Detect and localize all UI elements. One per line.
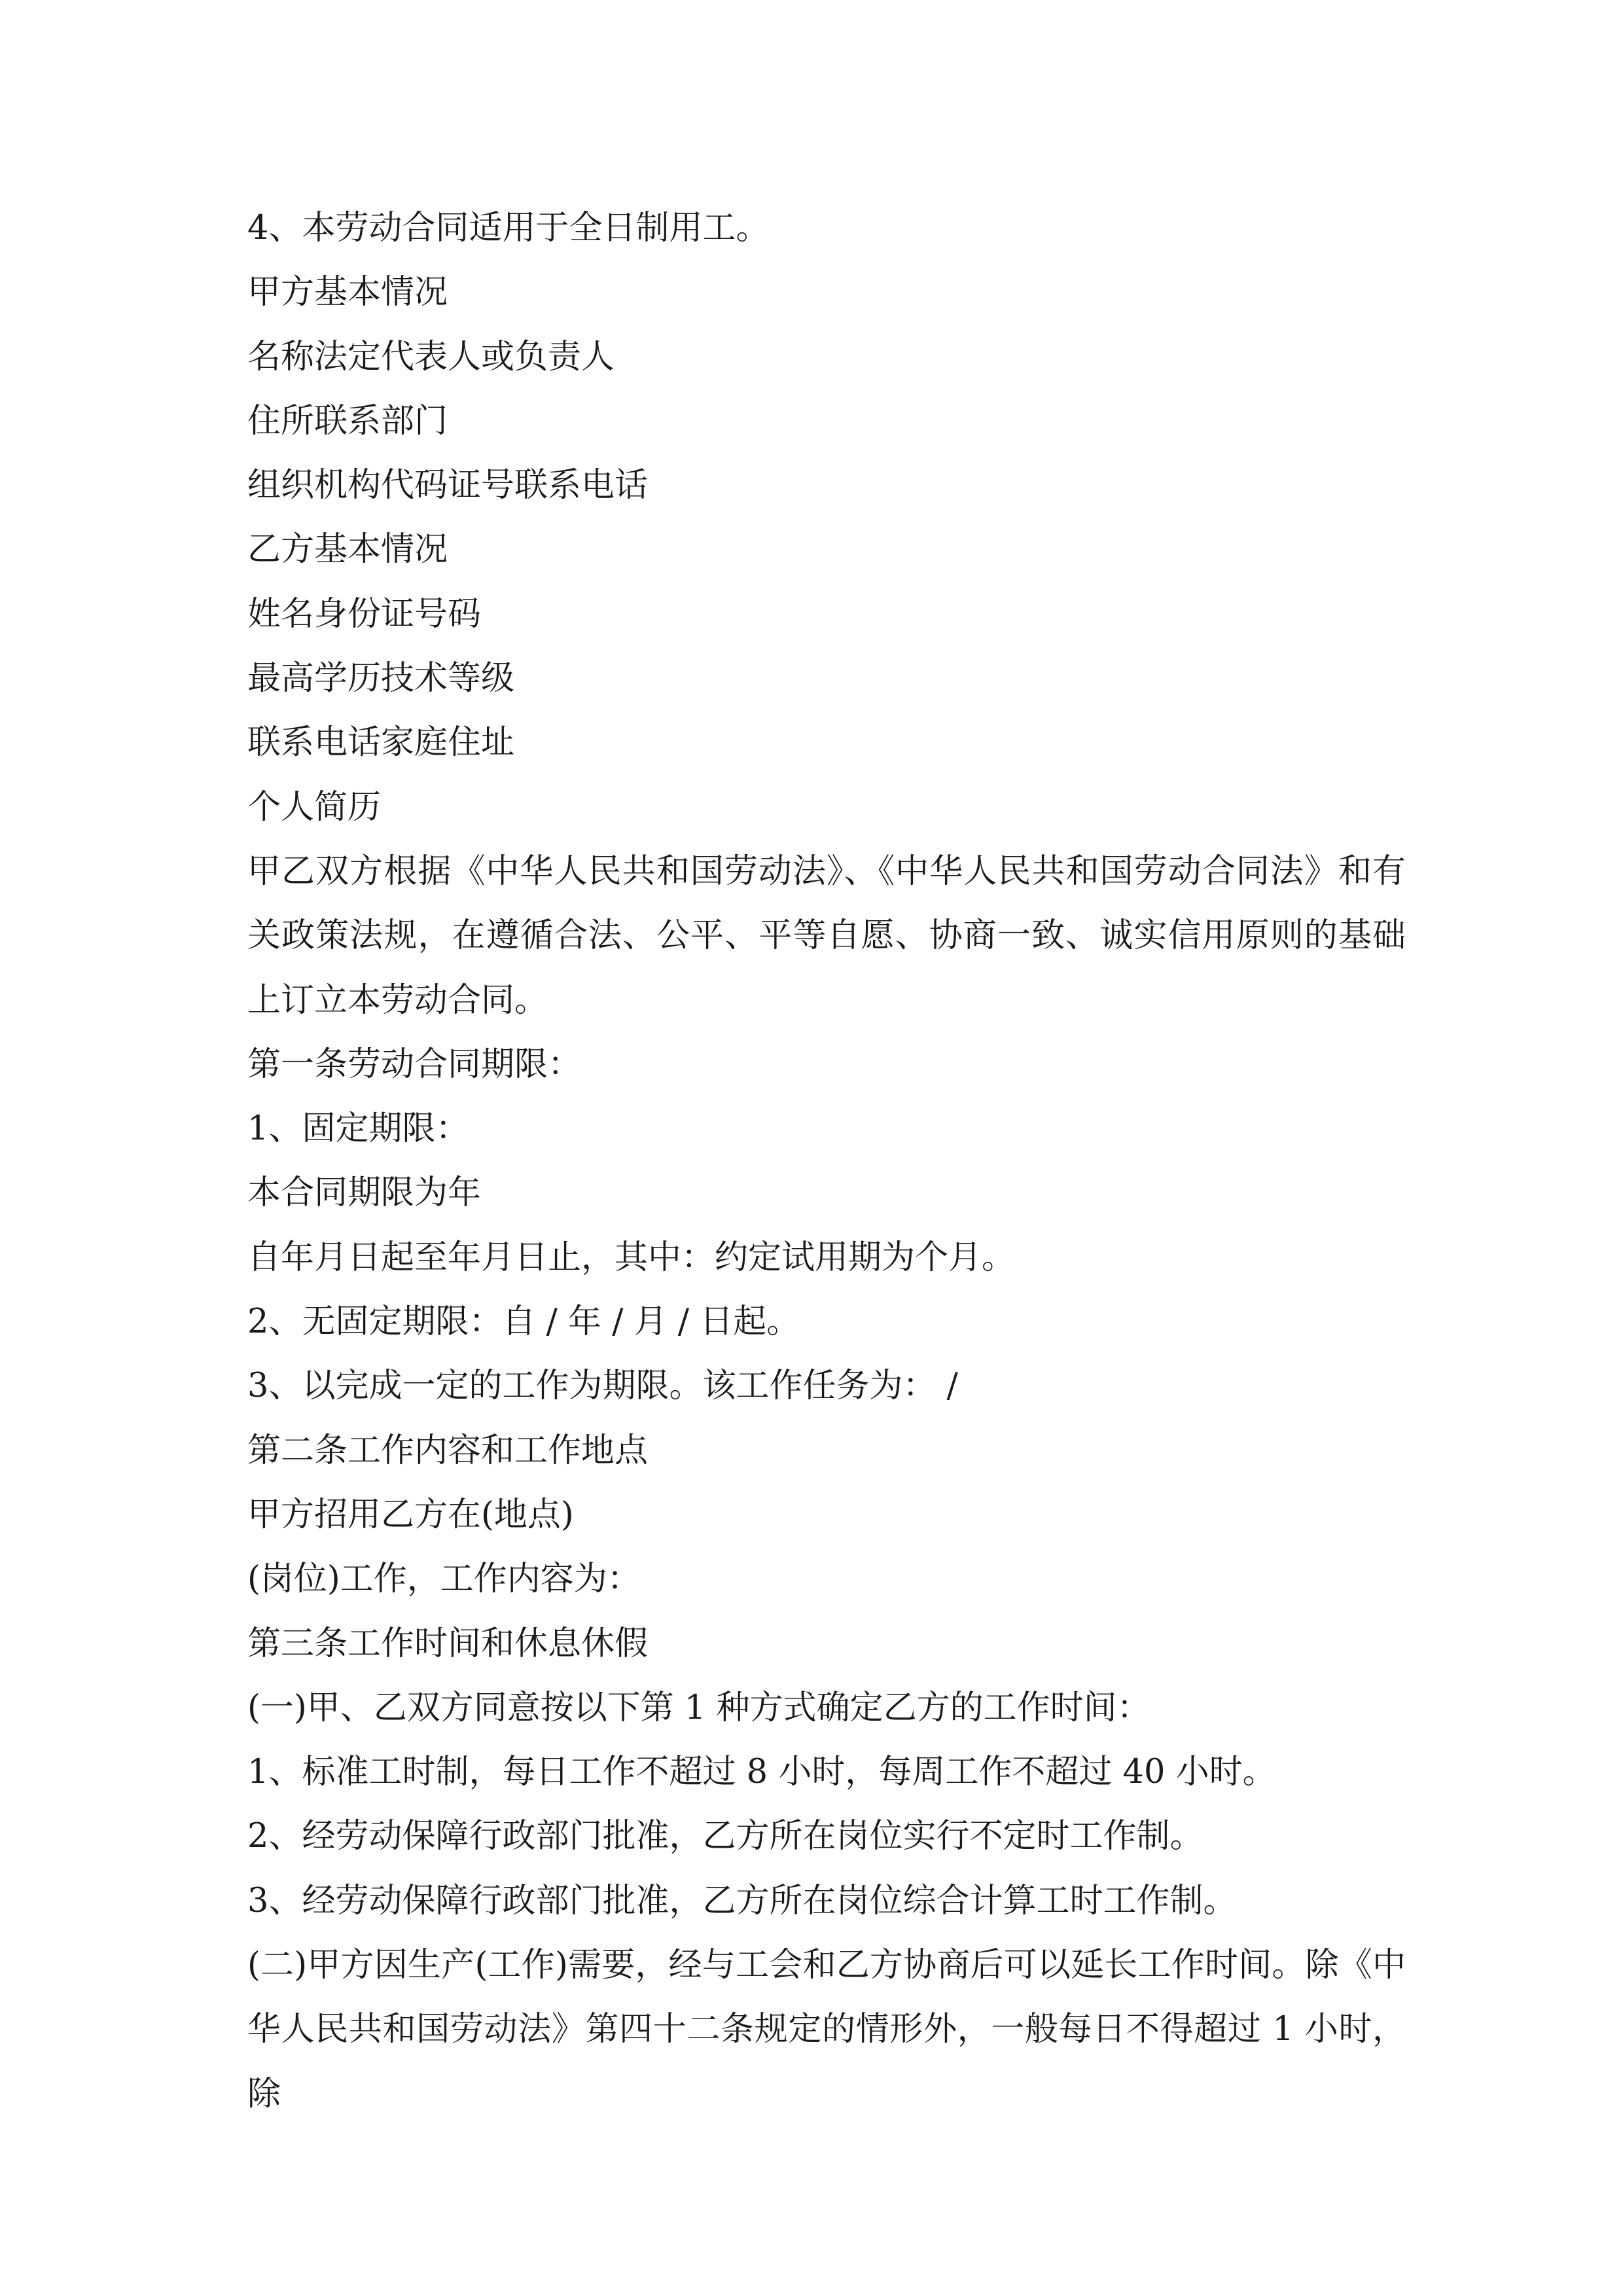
text-line: (岗位)工作，工作内容为：	[247, 1560, 641, 1599]
text-line: 联系电话家庭住址	[247, 723, 515, 762]
text-line: 最高学历技术等级	[247, 659, 515, 698]
article-heading-work-content: 第二条工作内容和工作地点	[247, 1431, 649, 1470]
text-line: 3、以完成一定的工作为期限。该工作任务为： /	[247, 1367, 958, 1406]
basis-paragraph: 甲乙双方根据《中华人民共和国劳动法》、《中华人民共和国劳动合同法》和有关政策法规，在遵循合法、公平、平等自愿、协商一致、诚实信用原则的基础上订立本劳动合同。	[247, 852, 1406, 1020]
document-body	[247, 196, 1406, 2126]
text-line: 2、经劳动保障行政部门批准，乙方所在岗位实行不定时工作制。	[247, 1817, 1204, 1856]
text-line: 甲方招用乙方在(地点)	[247, 1495, 574, 1534]
text-line: 名称法定代表人或负责人	[247, 337, 615, 376]
text-line: 1、标准工时制，每日工作不超过 8 小时，每周工作不超过 40 小时。	[247, 1753, 1276, 1792]
text-line: 1、固定期限：	[247, 1109, 469, 1149]
article-heading-work-hours: 第三条工作时间和休息休假	[247, 1624, 649, 1663]
overtime-paragraph: (二)甲方因生产(工作)需要，经与工会和乙方协商后可以延长工作时间。除《中华人民共和国劳动法》第四十二条规定的情形外，一般每日不得超过 1 小时，除	[247, 1946, 1406, 2113]
text-line: 本合同期限为年	[247, 1174, 482, 1213]
text-line: 姓名身份证号码	[247, 594, 482, 634]
text-line: 自年月日起至年月日止，其中：约定试用期为个月。	[247, 1238, 1016, 1277]
text-line: 个人简历	[247, 787, 382, 827]
text-line: 组织机构代码证号联系电话	[247, 466, 649, 505]
text-line: 4、本劳动合同适用于全日制用工。	[247, 209, 770, 247]
section-heading-party-b: 乙方基本情况	[247, 530, 448, 569]
article-heading-term: 第一条劳动合同期限：	[247, 1045, 582, 1084]
text-line: (一)甲、乙双方同意按以下第 1 种方式确定乙方的工作时间：	[247, 1688, 1150, 1727]
text-line: 住所联系部门	[247, 401, 448, 440]
text-line: 3、经劳动保障行政部门批准，乙方所在岗位综合计算工时工作制。	[247, 1881, 1237, 1920]
section-heading-party-a: 甲方基本情况	[247, 273, 448, 312]
text-line: 2、无固定期限：自 / 年 / 月 / 日起。	[247, 1302, 800, 1342]
